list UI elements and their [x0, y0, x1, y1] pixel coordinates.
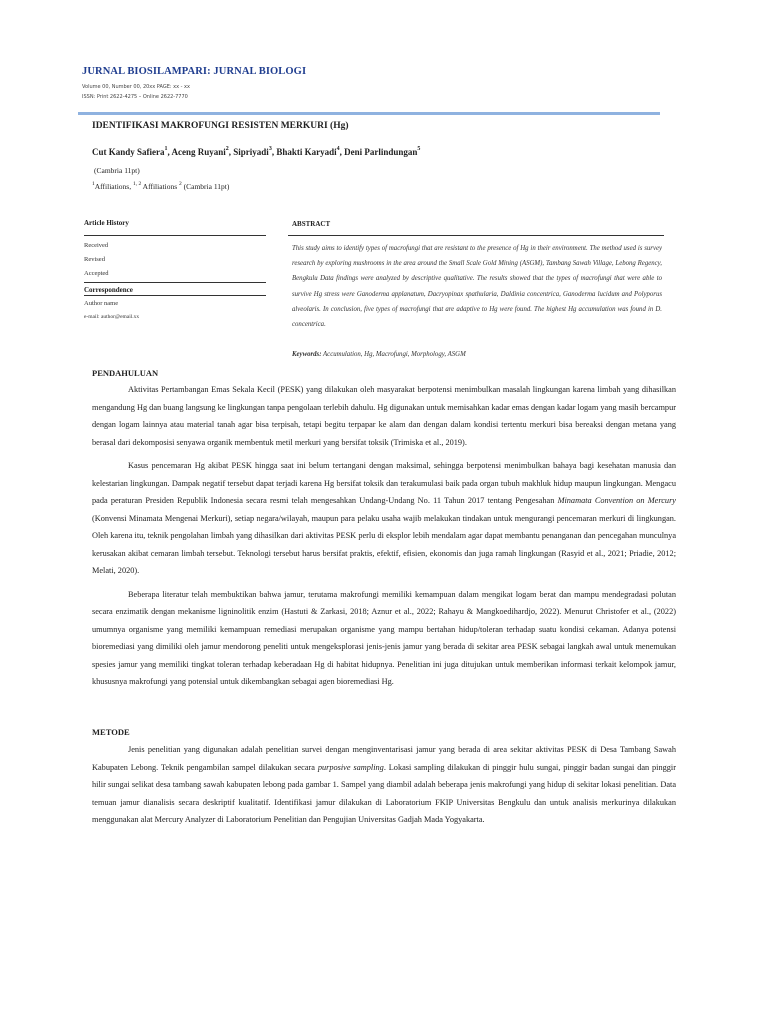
method-body — [92, 741, 676, 835]
author-superscript: 2 — [225, 146, 229, 152]
intro-heading: PENDAHULUAN — [92, 368, 159, 378]
keywords-line — [292, 351, 662, 358]
author-name: Cut Kandy Safiera — [92, 147, 165, 157]
author-font-note: (Cambria 11pt) — [94, 166, 140, 175]
abstract-heading: ABSTRACT — [292, 220, 331, 228]
author-superscript: 5 — [417, 146, 421, 152]
author-superscript: 1 — [164, 146, 168, 152]
method-heading: METODE — [92, 727, 130, 737]
paper-title: IDENTIFIKASI MAKROFUNGI RESISTEN MERKURI (Hg) — [92, 121, 349, 131]
abstract-divider — [288, 235, 664, 236]
article-history-heading: Article History — [84, 219, 129, 227]
paragraph-text: . Lokasi sampling dilakukan di pinggir hulu sungai, pinggir badan sungai dan pinggir hilir sungai selikat desa tambang sawah kabupaten lebong pada gambar 1. Sampel yang diambil adalah beberapa jenis makrofungi yang hidup di sekitar lokasi penelitian. Data temuan jamur dianalisis secara deskriptif kualitatif. Identifikasi jamur dilakukan di Laboratorium FKIP Universitas Bengkulu dan untuk analisis merkurinya dilakukan menggunakan alat Mercury Analyzer di Laboratorium Penelitian dan Pengujian Universitas Gadjah Mada Yogyakarta. — [92, 762, 676, 824]
affiliations-line — [92, 181, 229, 191]
affiliation-superscript: 1 — [92, 181, 95, 187]
volume-line: Volume 00, Number 00, 20xx PAGE: xx - xx — [82, 84, 190, 90]
intro-paragraph: Aktivitas Pertambangan Emas Sekala Kecil (PESK) yang dilakukan oleh masyarakat berpotensi menimbulkan masalah lingkungan karena limbah yang dihasilkan mengandung Hg dan buang langsung ke lingkungan tanpa pengolaan terlebih dahulu. Hg digunakan untuk memisahkan kadar emas dengan kadar logam yang masih bercampur dengan logam lainnya atau material tanah agar bisa terpisah, tetapi begitu terpapar ke alam dan dengan dalam kondisi tertentu merkuri bisa bereaksi dengan metana yang berasal dari dekomposisi senyawa organik membentuk metil merkuri yang bersifat toksik (Trimiska et al., 2019). — [92, 385, 676, 447]
paragraph-text: Kasus pencemaran Hg akibat PESK hingga saat ini belum tertangani dengan maksimal, sehingga berpotensi menimbulkan bahaya bagi kesehatan manusia dan kelestarian lingkungan. Dampak negatif tersebut dapat terjadi karena Hg bersifat toksik dan terakumulasi baik pada organ tubuh makhluk hidup maupun lingkungan. Mengacu pada peraturan Presiden Republik Indonesia secara resmi telah mengesahkan Undang-Undang No. 11 Tahun 2017 tentang Pengesahan — [92, 461, 676, 505]
accepted-label: Accepted — [84, 270, 109, 277]
journal-title: JURNAL BIOSILAMPARI: JURNAL BIOLOGI — [82, 66, 307, 77]
method-paragraph — [92, 741, 676, 829]
intro-paragraph — [92, 457, 676, 580]
sidebar-divider — [84, 282, 266, 283]
italic-term: Minamata Convention on Mercury — [557, 496, 676, 505]
intro-paragraph: Beberapa literatur telah membuktikan bahwa jamur, terutama makrofungi memiliki kemampuan dalam mengikat logam berat dan mampu mendegradasi polutan secara enzimatik dengan mekanisme ligninolitik enzim (Hastuti & Zarkasi, 2018; Aznur et al., 2022; Rahayu & Mangkoedihardjo, 2022). Menurut Christofer et al., (2022) umumnya organisme yang memiliki kemampuan remediasi merupakan organisme yang mampu bertahan hidup/toleran terhadap suatu kondisi cekaman. Adanya potensi bioremediasi yang dimiliki oleh jamur mendorong peneliti untuk mengeksplorasi jenis-jenis jamur yang berada di sekitar area PESK sebagai langkah awal untuk menemukan spesies jamur yang memiliki tingkat toleran terhadap keberadaan Hg di habitat hidupnya. Penelitian ini juga ditujukan untuk memberikan informasi terkait kelompok jamur, khususnya makrofungi yang potensial untuk dikembangkan sebagai agen bioremediasi Hg. — [92, 589, 676, 686]
author-name: Sipriyadi — [233, 147, 269, 157]
revised-label: Revised — [84, 256, 105, 263]
author-list: Cut Kandy Safiera$^1$, Aceng Ruyani$^2$, Sipriyadi$^3$, Bhakti Karyadi$^4$, Deni Parlindungan$^5$ — [92, 146, 421, 157]
received-label: Received — [84, 242, 109, 249]
intro-body — [92, 381, 676, 697]
sidebar-divider — [84, 295, 266, 296]
affiliation-label: Affiliations — [94, 182, 130, 191]
affiliation-superscript: 2 — [179, 181, 182, 187]
paragraph-text: (Konvensi Minamata Mengenai Merkuri), setiap negara/wilayah, maupun para pelaku usaha wajib melakukan tindakan untuk mengurangi pencemaran merkuri di lingkungan. Oleh karena itu, teknik pengolahan limbah yang dihasilkan dari aktivitas PESK perlu di eksplor lebih mendalam agar dapat membantu penanganan dan pencegahan munculnya kerusakan akibat cemaran limbah tersebut. Teknologi tersebut harus bersifat praktis, efektif, efisien, ekonomis dan juga ramah lingkungan (Rasyid et al., 2021; Priadie, 2012; Melati, 2020). — [92, 513, 676, 575]
paragraph-text: Jenis penelitian yang digunakan adalah penelitian survei dengan menginventarisasi jamur yang berada di area sekitar aktivitas PESK di Desa Tambang Sawah Kabupaten Lebong. Teknik pengambilan sampel dilakukan secara — [92, 745, 676, 772]
affiliation-font-note: (Cambria 11pt) — [183, 182, 230, 191]
issn-line: ISSN: Print 2622-4275 – Online 2622-7770 — [82, 94, 188, 100]
header-divider — [78, 112, 660, 115]
keywords-label: Keywords: — [292, 351, 322, 358]
author-name-label: Author name — [84, 300, 119, 307]
abstract-text: This study aims to identify types of macrofungi that are resistant to the presence of Hg in their environment. The method used is survey research by exploring mushrooms in the area around the Small Scale Gold Mining (ASGM), Tambang Sawah Village, Lebong Regency, Bengkulu Data findings were analyzed by descriptive qualitative. The results showed that the types of macrofungi that were able to survive Hg stress were Ganoderma applanatum, Dacryopinax spathularia, Daldinia concentrica, Ganoderma lucidum and Polyporus alveolaris. In conclusion, five types of macrofungi that are adaptive to Hg were found. The highest Hg accumulation was found in D. concentrica. — [292, 245, 662, 329]
author-name: Bhakti Karyadi — [276, 147, 337, 157]
author-name: Aceng Ruyani — [171, 147, 226, 157]
author-superscript: 3 — [268, 146, 272, 152]
correspondence-heading: Correspondence — [84, 286, 133, 294]
italic-term: purposive sampling — [317, 762, 384, 772]
keywords-value: Accumulation, Hg, Macrofungi, Morphology, ASGM — [323, 351, 466, 358]
email-label: e-mail: author@email.xx — [84, 314, 140, 320]
sidebar-divider — [84, 235, 266, 236]
author-name: Deni Parlindungan — [344, 147, 418, 157]
affiliation-separator: , — [129, 182, 132, 191]
author-superscript: 4 — [336, 146, 340, 152]
affiliation-label: Affiliations — [142, 182, 178, 191]
affiliation-superscript: 1, 2 — [132, 181, 142, 187]
